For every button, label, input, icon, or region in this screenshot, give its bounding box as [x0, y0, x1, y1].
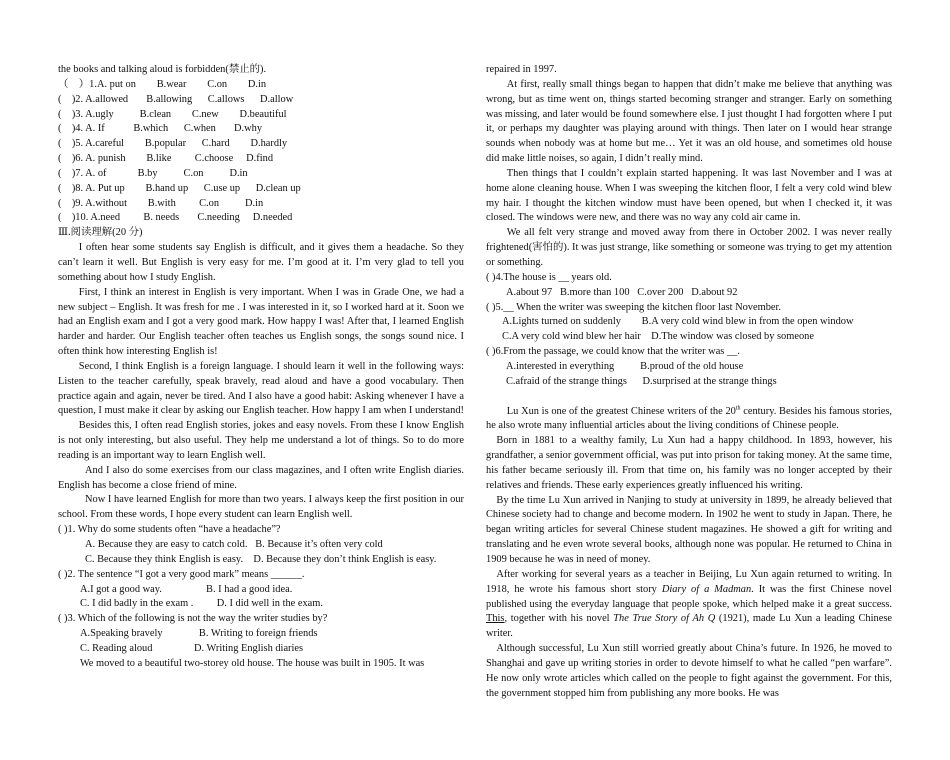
passage1-paragraph: Besides this, I often read English stories, jokes and easy novels. From these I know English is not only interesting, but also useful. They help me understand a lot of things. So to do more reading is an important way to learn English well.: [58, 420, 464, 461]
passage3-text: Lu Xun is one of the greatest Chinese writers of the 20: [506, 405, 736, 417]
question-5: ( )5.__ When the writer was sweeping the kitchen floor last November.: [486, 301, 781, 313]
cloze-item: ( )3. A.ugly B.clean C.new D.beautiful: [58, 108, 287, 120]
passage1-paragraph: Now I have learned English for more than two years. I always keep the first position in our school. From these words, I hope every student can learn English well.: [58, 494, 464, 521]
question-option: C.afraid of the strange things D.surprised at the strange things: [506, 375, 777, 387]
book-title: The True Story of Ah Q: [613, 613, 716, 625]
book-title: Diary of a Madman: [661, 583, 752, 595]
passage1-paragraph: I often hear some students say English is difficult, and it gives them a headache. So they can’t learn it well. But English is very easy for me. I’m good at it. I’m very glad to tell you something about how I study English.: [58, 242, 464, 283]
passage3-text: After working for several years as a teacher in Beijing, Lu Xun again returned to writing. In 1918, he wrote his famous short story: [486, 568, 892, 595]
question-option: A.I got a good way. B. I had a good idea.: [80, 583, 293, 595]
passage3-paragraph: Born in 1881 to a wealthy family, Lu Xun had a happy childhood. In 1893, however, his grandfather, a senior government official, was put into prison for taking money. At the same time, his father became seriously ill. From that time on, his family was no longer accepted by their relatives and friends. These early experiences greatly influenced his writing.: [486, 435, 892, 491]
cloze-item: ( )7. A. of B.by C.on D.in: [58, 167, 248, 179]
cloze-item: ( )9. A.without B.with C.on D.in: [58, 197, 264, 209]
cloze-item: ( )4. A. If B.which C.when D.why: [58, 123, 263, 135]
right-column: [486, 63, 892, 701]
question-option: A.Lights turned on suddenly B.A very cold wind blew in from the open window: [502, 316, 854, 328]
passage1-paragraph: And I also do some exercises from our class magazines, and I often write English diaries. English has become a close friend of mine.: [58, 464, 464, 491]
section-heading: Ⅲ.阅读理解(20 分): [58, 227, 143, 239]
passage2-paragraph: At first, really small things began to happen that didn’t make me believe that anything was wrong, but as time went on, things started becoming stranger and stranger. Early on something was missing, and later would be found somewhere else. I just thought I had forgotten where I put it, or perhaps my daughter was playing around with things. Then later on I would hear strange sounds when nobody was at home but me… Yet it was an old house, and sometimes old house did make little noises, so again, I didn’t really mind.: [486, 78, 892, 165]
spacer: [486, 390, 892, 405]
cloze-options: [58, 78, 464, 226]
left-column: [58, 63, 464, 672]
passage3-text: . It was the first Chinese novel published using the everyday language that people spoke, which helped make it a great success.: [486, 583, 892, 610]
question-option: A.about 97 B.more than 100 C.over 200 D.about 92: [506, 286, 738, 298]
cloze-item: （ ）1.A. put on B.wear C.on D.in: [58, 78, 267, 90]
intro-line: the books and talking aloud is forbidden(禁止的).: [58, 64, 267, 75]
passage3-paragraph: [486, 405, 892, 435]
question-2: ( )2. The sentence “I got a very good mark” means ______.: [58, 568, 305, 580]
cloze-item: ( )2. A.allowed B.allowing C.allows D.allow: [58, 93, 294, 105]
passage1-paragraph: First, I think an interest in English is very important. When I was in Grade One, we had a new subject – English. It was fresh for me . I was interested in it, so I worked hard at it. Soon we had an English exam and I got a very good mark. How happy I was! After that, I learned English harder and harder. Our English teacher often teaches us English songs, the songs sound nice. I often think how interesting English is!: [58, 286, 464, 358]
question-option: C.A very cold wind blew her hair D.The window was closed by someone: [502, 331, 814, 343]
question-option: C. Because they think English is easy. D. Because they don’t think English is easy.: [85, 553, 437, 565]
question-option: A.Speaking bravely B. Writing to foreign friends: [80, 628, 318, 640]
passage2-start: We moved to a beautiful two-storey old house. The house was built in 1905. It was: [79, 657, 425, 669]
superscript-th: th: [735, 405, 741, 412]
passage2-cont-line: repaired in 1997.: [486, 64, 557, 75]
passage3-paragraph: Although successful, Lu Xun still worried greatly about China’s future. In 1926, he moved to Shanghai and gave up writing stories in order to devote himself to what he called “pen warfare”. He now only wrote articles which called on the people to fight against the government. For this, the government stopped him from publishing any more books. He was: [486, 643, 892, 699]
passage3-text: century. Besides his famous stories, he also wrote many influential articles about the living conditions of Chinese people.: [486, 405, 892, 432]
passage3-text: (1921), made Lu Xun a leading Chinese writer.: [486, 613, 892, 640]
cloze-item: ( )10. A.need B. needs C.needing D.needed: [58, 212, 293, 224]
passage3-text: , together with his novel: [504, 613, 614, 625]
underlined-word: This: [486, 613, 505, 625]
question-option: C. Reading aloud D. Writing English diaries: [80, 642, 304, 654]
passage1-paragraph: Second, I think English is a foreign language. I should learn it well in the following ways: Listen to the teacher carefully, speak bravely, read aloud and have a good vocabulary. Then practice again and again, never be tired. And I also have a good habit: Asking whenever I have a question, I must make it clear by asking our English teacher. How happy I am when I understand!: [58, 360, 464, 417]
passage3-paragraph: [486, 568, 892, 642]
question-option: A.interested in everything B.proud of the old house: [506, 360, 744, 372]
cloze-item: ( )6. A. punish B.like C.choose D.find: [58, 153, 274, 165]
cloze-item: ( )8. A. Put up B.hand up C.use up D.clean up: [58, 182, 301, 194]
passage2-paragraph: We all felt very strange and moved away from there in October 2002. I was never really frightened(害怕的). It was just strange, like something or someone was trying to get my attention or something.: [486, 227, 892, 268]
passage3-paragraph: By the time Lu Xun arrived in Nanjing to study at university in 1899, he already believed that Chinese society had to change and become modern. In 1902 he went to study in Japan. There, he began writing articles for several Chinese student magazines. He showed a gift for writing and translating and he even wrote several books, although none was popular. He returned to China in 1909 because he was in need of money.: [486, 494, 892, 565]
question-option: C. I did badly in the exam . D. I did well in the exam.: [80, 598, 323, 610]
question-3: ( )3. Which of the following is not the way the writer studies by?: [58, 613, 328, 625]
question-1: ( )1. Why do some students often “have a headache”?: [58, 524, 281, 536]
passage2-paragraph: Then things that I couldn’t explain started happening. It was last November and I was at home alone cleaning house. When I was sweeping the kitchen floor, I felt a very cold wind blew my hair. I thought the kitchen window must have been opened, but when I checked it, it was closed. The windows were new, and there was no way any cold air came in.: [486, 167, 892, 224]
question-4: ( )4.The house is __ years old.: [486, 271, 612, 283]
cloze-item: ( )5. A.careful B.popular C.hard D.hardly: [58, 138, 288, 150]
question-option: A. Because they are easy to catch cold. B. Because it’s often very cold: [85, 539, 383, 550]
question-6: ( )6.From the passage, we could know that the writer was __.: [486, 346, 740, 358]
